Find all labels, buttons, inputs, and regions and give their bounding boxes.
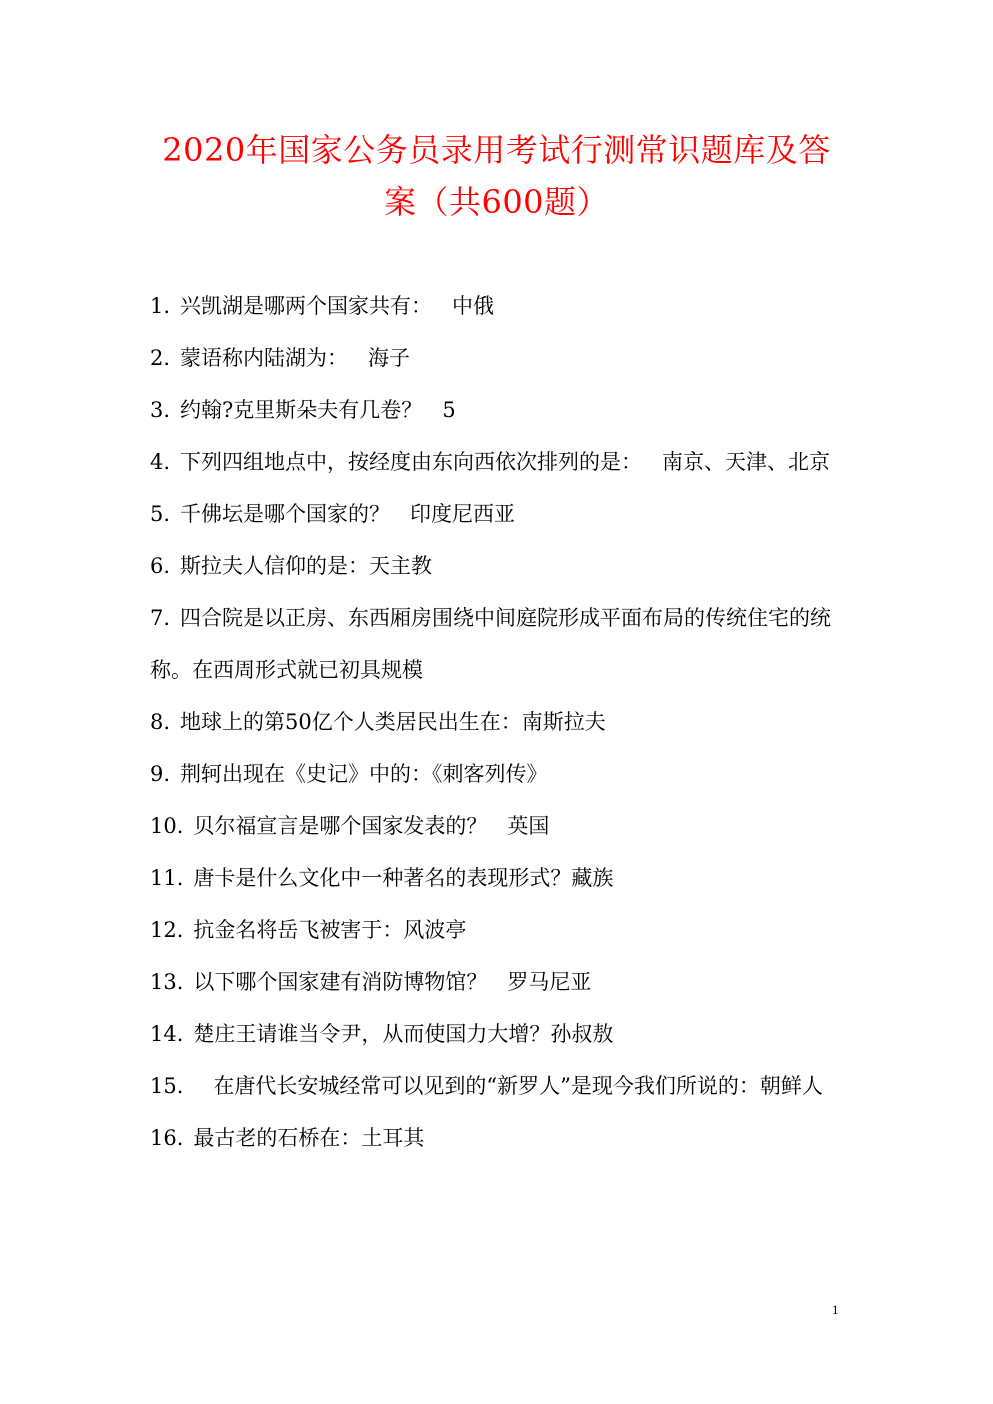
- question-number: 16.: [150, 1126, 184, 1150]
- question-number: 6.: [150, 554, 171, 578]
- list-item: [150, 800, 840, 852]
- answer-text: 土耳其: [361, 1126, 425, 1150]
- answer-text: 藏族: [571, 866, 614, 890]
- question-number: 3.: [150, 398, 171, 422]
- title-line-2: 案（共600题）: [383, 183, 610, 221]
- list-item: [150, 748, 840, 800]
- answer-text: 5: [442, 398, 456, 422]
- answer-text: 《刺客列传》: [432, 762, 548, 786]
- list-item: [150, 956, 840, 1008]
- list-item: [150, 592, 840, 696]
- answer-text: 海子: [368, 346, 411, 370]
- list-item: [150, 696, 840, 748]
- list-item: [150, 1060, 840, 1112]
- question-text: 在唐代长安城经常可以见到的“新罗人”是现今我们所说的：: [213, 1074, 760, 1098]
- list-item: [150, 540, 840, 592]
- question-number: 1.: [150, 294, 171, 318]
- question-number: 15.: [150, 1074, 184, 1098]
- answer-text: 南斯拉夫: [521, 710, 606, 734]
- answer-text: 罗马尼亚: [507, 970, 592, 994]
- question-text: 荆轲出现在《史记》中的：: [180, 762, 433, 786]
- answer-text: 中俄: [452, 294, 495, 318]
- question-text: 唐卡是什么文化中一种著名的表现形式？: [193, 866, 572, 890]
- page-number: 1: [832, 1302, 839, 1317]
- question-text: 贝尔福宣言是哪个国家发表的？: [193, 814, 488, 838]
- answer-text: 天主教: [369, 554, 433, 578]
- question-text: 斯拉夫人信仰的是：: [180, 554, 370, 578]
- question-number: 10.: [150, 814, 184, 838]
- list-item: [150, 852, 840, 904]
- question-text: 约翰?克里斯朵夫有几卷？: [180, 398, 423, 422]
- question-number: 14.: [150, 1022, 184, 1046]
- question-number: 2.: [150, 346, 171, 370]
- list-item: [150, 436, 840, 488]
- document-title: [120, 124, 873, 228]
- list-item: [150, 1008, 840, 1060]
- list-item: [150, 384, 840, 436]
- question-text: 以下哪个国家建有消防博物馆？: [193, 970, 488, 994]
- question-list: [150, 280, 840, 1164]
- answer-text: 朝鲜人: [759, 1074, 823, 1098]
- question-number: 12.: [150, 918, 184, 942]
- answer-text: 南京、天津、北京: [662, 450, 831, 474]
- title-line-1: 2020年国家公务员录用考试行测常识题库及答: [162, 131, 831, 169]
- question-number: 13.: [150, 970, 184, 994]
- answer-text: 英国: [507, 814, 550, 838]
- answer-text: 孙叔敖: [550, 1022, 614, 1046]
- answer-text: 风波亭: [403, 918, 467, 942]
- answer-text: 印度尼西亚: [410, 502, 516, 526]
- question-text: 楚庄王请谁当令尹，从而使国力大增？: [193, 1022, 551, 1046]
- question-text: 下列四组地点中，按经度由东向西依次排列的是：: [180, 450, 643, 474]
- question-text: 四合院是以正房、东西厢房围绕中间庭院形成平面布局的传统住宅的统称。: [150, 606, 832, 682]
- question-number: 9.: [150, 762, 171, 786]
- list-item: [150, 1112, 840, 1164]
- question-number: 5.: [150, 502, 171, 526]
- question-number: 4.: [150, 450, 171, 474]
- list-item: [150, 332, 840, 384]
- question-text: 千佛坛是哪个国家的？: [180, 502, 391, 526]
- list-item: [150, 904, 840, 956]
- answer-text: 在西周形式就已初具规模: [192, 658, 423, 682]
- question-text: 兴凯湖是哪两个国家共有：: [180, 294, 433, 318]
- question-text: 最古老的石桥在：: [193, 1126, 362, 1150]
- question-text: 抗金名将岳飞被害于：: [193, 918, 404, 942]
- question-text: 地球上的第50亿个人类居民出生在：: [180, 710, 522, 734]
- list-item: [150, 280, 840, 332]
- list-item: [150, 488, 840, 540]
- question-number: 7.: [150, 606, 171, 630]
- question-number: 11.: [150, 866, 184, 890]
- question-number: 8.: [150, 710, 171, 734]
- question-text: 蒙语称内陆湖为：: [180, 346, 349, 370]
